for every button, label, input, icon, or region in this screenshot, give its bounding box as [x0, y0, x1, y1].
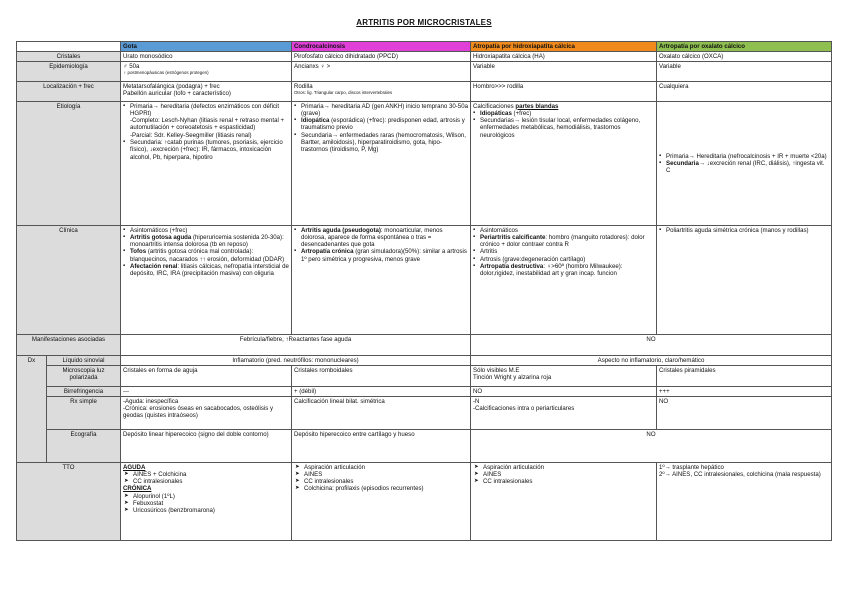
- clin-hidroxi-item: ▪ Periartritis calcificante: hombro (manguito rotadores): dolor crónico + dolor contraer contra R: [480, 234, 654, 249]
- header-row: [17, 42, 832, 52]
- rx-gota: -Aguda: inespecífica -Crónica: erosiones óseas en sacabocados, osteólisis y geodas (quistes intraóseos): [121, 397, 292, 430]
- rx-condro: Calcificación lineal bilat. simétrica: [292, 397, 471, 430]
- manifestaciones-gota-condro: Febrícula/fiebre, ↑Reactantes fase aguda: [121, 335, 471, 356]
- comparison-table: [16, 41, 832, 541]
- eco-gota: Depósito linear hiperecoico (signo del doble contorno): [121, 430, 292, 463]
- rx-hidroxi: -N -Calcificaciones intra o periarticulares: [471, 397, 657, 430]
- clin-hidroxi-item: ▪ Artropatía destructiva: ♀>60ª (hombro Milwaukee): dolor,rigidez, inestabilidad art y gran incap. funcion: [480, 263, 654, 278]
- etio-oxalato-item: ▪ Secundaria→ ↓excreción renal (IRC, diálisis), ↑ingesta vit. C: [666, 160, 829, 175]
- clin-gota-item: ▪ Tofos (artritis gotosa crónica mal controlada): blanquecinos, nacarados ↑↑ erosión, deformidad (DDAR): [130, 248, 289, 263]
- tto-condro-item: ➤ CC intralesionales: [304, 478, 468, 485]
- row-rx-simple: [17, 397, 832, 430]
- row-etiologia: [17, 102, 832, 226]
- row-manifestaciones: [17, 335, 832, 356]
- label-birrefringencia: Birrefringencia: [47, 387, 121, 397]
- loc-condro-1: Rodilla: [294, 82, 313, 90]
- tto-hidroxi-item: ➤ Aspiración articulación: [483, 464, 654, 471]
- rx-oxalato: NO: [657, 397, 832, 430]
- header-oxalato: Artropatía por oxalato cálcico: [657, 42, 832, 52]
- liquido-hidroxi-oxalato: Aspecto no inflamatorio, claro/hemático: [471, 356, 832, 366]
- microscopia-gota: Cristales en forma de aguja: [121, 366, 292, 387]
- localizacion-hidroxi: Hombro>>> rodilla: [471, 82, 657, 102]
- manifestaciones-hidroxi-oxalato: NO: [471, 335, 832, 356]
- cristales-hidroxi: Hidroxiapatita cálcica (HA): [471, 52, 657, 62]
- row-birrefringencia: [17, 387, 832, 397]
- etiologia-gota: [121, 102, 292, 226]
- clin-gota-item: ▪ Afectación renal: litiasis cálcicas, nefropatía intersticial de depósito, IRC, IRA (precipitación masiva) con oliguria: [130, 263, 289, 278]
- label-epidemiologia: Epidemiología: [17, 62, 121, 82]
- etio-gota-item: ▪ Primaria→ hereditaria (defectos enzimáticos con déficit HGPRt) -Completo: Lesch-Nyhan (litiasis renal + retraso mental + automutilación + coreoatetosis + espasticidad) -Parcial: Sdr. Kelley-Seegmiller (litiasis renal): [130, 103, 289, 139]
- etio-oxalato-item: ▪ Primaria→ Hereditaria (nefrocalcinosis + IR + muerte <20a): [666, 153, 829, 160]
- epi-gota-female: ♀ postmenopáusicas (estrógenos protegen): [123, 69, 209, 75]
- etiologia-hidroxi: [471, 102, 657, 226]
- epidemiologia-gota: [121, 62, 292, 82]
- tto-gota-item: ➤ AINES + Colchicina: [133, 471, 289, 478]
- cristales-gota: Urato monosódico: [121, 52, 292, 62]
- localizacion-condro: [292, 82, 471, 102]
- clin-hidroxi-item: ▪ Artritis: [480, 248, 654, 255]
- clin-hidroxi-item: ▪ Asintomáticos: [480, 227, 654, 234]
- clin-oxalato-item: ▪ Poliartritis aguda simétrica crónica (manos y rodillas): [666, 227, 829, 234]
- localizacion-gota: [121, 82, 292, 102]
- tto-condro-item: ➤ Colchicina: profilaxis (episodios recurrentes): [304, 485, 468, 492]
- loc-condro-2: Otros: lig. Triangular carpo, discos intervertebrales: [294, 89, 393, 95]
- microscopia-condro: Cristales romboidales: [292, 366, 471, 387]
- etio-gota-item: ▪ Secundaria: ↑catab purinas (tumores, psoriasis, ejercicio físico), ↓excreción (+frec): IR, fármacos, intoxicación alcohol, Pb, hiperpara, hipotiro: [130, 139, 289, 161]
- eco-hidroxi-oxalato: NO: [471, 430, 832, 463]
- cristales-condro: Pirofosfato cálcico dihidratado (PPCD): [292, 52, 471, 62]
- microscopia-hidroxi: Sólo visibles M.E Tinción Wright y alzarina roja: [471, 366, 657, 387]
- epidemiologia-condro: Ancianxs ♀ >: [292, 62, 471, 82]
- header-gota: Gota: [121, 42, 292, 52]
- clin-gota-item: ▪ Asintomáticos (+frec): [130, 227, 289, 234]
- tto-oxalato: 1º→ trasplante hepático 2º→ AINES, CC intralesionales, colchicina (mala respuesta): [657, 463, 832, 541]
- label-tto: TTO: [17, 463, 121, 541]
- row-epidemiologia: [17, 62, 832, 82]
- tto-condro-item: ➤ AINES: [304, 471, 468, 478]
- header-hidroxiapatita: Atropatía por hidroxiapatita cálcica: [471, 42, 657, 52]
- tto-gota-item: ➤ Uricosúricos (benzbromarona): [133, 507, 289, 514]
- etio-hidroxi-item: ▪ Secundarias→ lesión tisular local, enfermedades colágeno, enfermedades metabólicas, hemodiálisis, trastornos neurológicos: [480, 117, 654, 139]
- header-condrocalcinosis: Condrocalcinosis: [292, 42, 471, 52]
- row-cristales: [17, 52, 832, 62]
- tto-gota: [121, 463, 292, 541]
- tto-gota-cronica-heading: CRÓNICA: [123, 485, 152, 493]
- tto-condro: [292, 463, 471, 541]
- clin-gota-item: ▪ Artritis gotosa aguda (hiperuricemia sostenida 20-30a): monoartritis intensa dolorosa (tb en reposo): [130, 234, 289, 249]
- label-ecografia: Ecografía: [47, 430, 121, 463]
- clinica-gota: [121, 226, 292, 335]
- birrefringencia-condro: + (débil): [292, 387, 471, 397]
- microscopia-oxalato: Cristales piramidales: [657, 366, 832, 387]
- etio-condro-item: ▪ Secundaria→ enfermedades raras (hemocromatosis, Wilson, Bartter, amiloidosis), hiperparatiroidismo, gota, hipo-trastornos (tiroidismo, P, Mg): [301, 132, 468, 154]
- epidemiologia-hidroxi: Variable: [471, 62, 657, 82]
- row-liquido-sinovial: [17, 356, 832, 366]
- label-etiologia: Etiología: [17, 102, 121, 226]
- clinica-hidroxi: [471, 226, 657, 335]
- epi-gota-male: ♂ 50a: [123, 62, 140, 70]
- tto-gota-item: ➤ Febuxostat: [133, 500, 289, 507]
- clin-hidroxi-item: ▪ Artrosis (grave:degeneración cartílago): [480, 256, 654, 263]
- clin-condro-item: ▪ Artropatía crónica (gran simuladora)(50%): similar a artrosis 1º pero simétrica y progresiva, menos grave: [301, 248, 468, 263]
- birrefringencia-hidroxi: NO: [471, 387, 657, 397]
- tto-condro-item: ➤ Aspiración articulación: [304, 464, 468, 471]
- etiologia-condro: [292, 102, 471, 226]
- eco-condro: Depósito hiperecoico entre cartílago y hueso: [292, 430, 471, 463]
- clinica-condro: [292, 226, 471, 335]
- label-localizacion: Localización + frec: [17, 82, 121, 102]
- birrefringencia-oxalato: +++: [657, 387, 832, 397]
- tto-gota-item: ➤ CC intralesionales: [133, 478, 289, 485]
- tto-hidroxi-item: ➤ AINES: [483, 471, 654, 478]
- label-cristales: Cristales: [17, 52, 121, 62]
- tto-hidroxi: [471, 463, 657, 541]
- liquido-gota-condro: Inflamatorio (pred. neutrófilos: mononucleares): [121, 356, 471, 366]
- header-corner: [17, 42, 121, 52]
- loc-gota-2: Pabellón auricular (tofo + característico): [123, 89, 231, 97]
- label-microscopia: Microscopia luz polarizada: [47, 366, 121, 387]
- label-clinica: Clínica: [17, 226, 121, 335]
- birrefringencia-gota: ---: [121, 387, 292, 397]
- clinica-oxalato: [657, 226, 832, 335]
- etio-hidroxi-item: ▪ Idiopáticas (+frec): [480, 110, 654, 117]
- row-ecografia: [17, 430, 832, 463]
- etio-hidroxi-intro: Calcificaciones partes blandas: [473, 102, 559, 110]
- etio-condro-item: ▪ Idiopática (esporádica) (+frec): predisponen edad, artrosis y traumatismo previo: [301, 117, 468, 132]
- epidemiologia-oxalato: Variable: [657, 62, 832, 82]
- label-manifestaciones: Manifestaciones asociadas: [17, 335, 121, 356]
- row-microscopia: [17, 366, 832, 387]
- loc-gota-1: Metatarsofalángica (podagra) + frec: [123, 82, 220, 90]
- clin-condro-item: ▪ Artritis aguda (pseudogota): monoarticular, menos dolorosa, aparece de forma espontánea o tras = desencadenantes que gota: [301, 227, 468, 249]
- row-tto: [17, 463, 832, 541]
- row-clinica: [17, 226, 832, 335]
- page-title: ARTRITIS POR MICROCRISTALES: [356, 18, 492, 27]
- tto-hidroxi-item: ➤ CC intralesionales: [483, 478, 654, 485]
- etiologia-oxalato: [657, 102, 832, 226]
- etio-condro-item: ▪ Primaria→ hereditaria AD (gen ANKH) inicio temprano 30-50a (grave): [301, 103, 468, 118]
- label-liquido-sinovial: Líquido sinovial: [47, 356, 121, 366]
- tto-gota-item: ➤ Alopurinol (1ºL): [133, 493, 289, 500]
- localizacion-oxalato: Cualquiera: [657, 82, 832, 102]
- label-rx-simple: Rx simple: [47, 397, 121, 430]
- row-localizacion: [17, 82, 832, 102]
- cristales-oxalato: Oxalato cálcico (OXCA): [657, 52, 832, 62]
- tto-gota-aguda-heading: AGUDA: [123, 463, 146, 471]
- label-dx: Dx: [17, 356, 47, 463]
